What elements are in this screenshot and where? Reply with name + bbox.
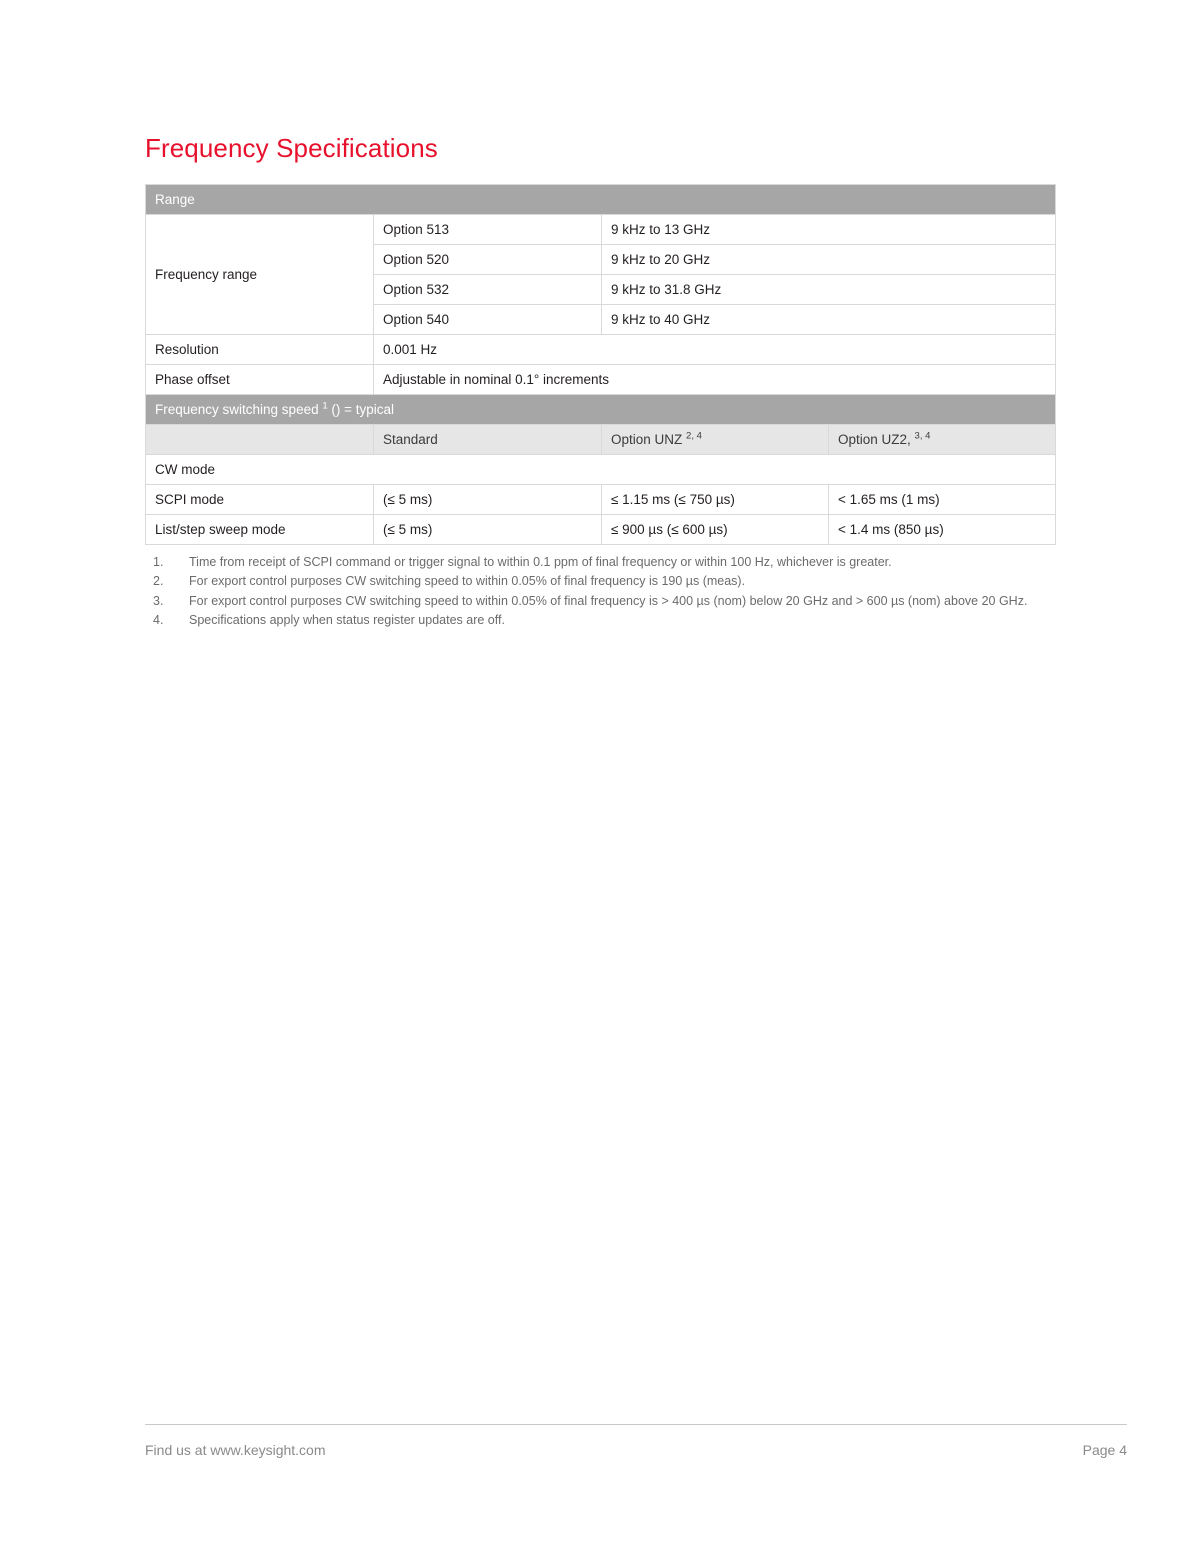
option-value: 9 kHz to 20 GHz: [602, 245, 1056, 275]
section-header-switching-speed-label: [146, 395, 1056, 425]
footnotes-list: [145, 553, 1055, 631]
column-header-option-uz2-footnote-ref: 3, 4: [914, 430, 931, 442]
footnote-text: Time from receipt of SCPI command or trigger signal to within 0.1 ppm of final frequency or within 100 Hz, whichever is greater.: [189, 555, 892, 569]
option-name: Option 520: [374, 245, 602, 275]
option-name: Option 513: [374, 215, 602, 245]
option-value: 9 kHz to 13 GHz: [602, 215, 1056, 245]
frequency-range-label: Frequency range: [146, 215, 374, 335]
row-label-list-step-sweep-mode: List/step sweep mode: [146, 515, 374, 545]
column-header-option-unz-text: Option UNZ: [611, 432, 687, 447]
table-row: [146, 515, 1056, 545]
footnote-text: For export control purposes CW switching speed to within 0.05% of final frequency is 190 µs (meas).: [189, 574, 746, 589]
phase-offset-label: Phase offset: [146, 365, 374, 395]
phase-offset-value: Adjustable in nominal 0.1° increments: [374, 365, 1056, 395]
table-row: [146, 215, 1056, 245]
footnote-number: 2.: [153, 574, 164, 589]
footnote-text: Specifications apply when status register updates are off.: [189, 613, 505, 628]
value-standard: (≤ 5 ms): [374, 515, 602, 545]
switching-header-footnote-ref: 1: [322, 400, 328, 412]
value-standard: (≤ 5 ms): [374, 485, 602, 515]
value-option-uz2: < 1.4 ms (850 µs): [829, 515, 1056, 545]
list-item: [145, 592, 1055, 611]
footnote-number: 4.: [153, 613, 164, 628]
option-value: 9 kHz to 40 GHz: [602, 305, 1056, 335]
option-name: Option 532: [374, 275, 602, 305]
page-title: Frequency Specifications: [145, 133, 438, 163]
footnote-number: 3.: [153, 593, 164, 608]
column-header-standard: Standard: [374, 425, 602, 455]
frequency-specifications-table: [145, 184, 1056, 545]
value-option-uz2: < 1.65 ms (1 ms): [829, 485, 1056, 515]
switching-header-tail: () = typical: [327, 402, 395, 417]
list-item: [145, 572, 1055, 591]
table-column-headers: [146, 425, 1056, 455]
column-header-option-unz-footnote-ref: 2, 4: [686, 430, 702, 442]
resolution-label: Resolution: [146, 335, 374, 365]
column-header-option-uz2-text: Option UZ2,: [838, 432, 915, 447]
column-header-blank: [146, 425, 374, 455]
page-content: [145, 133, 1055, 631]
table-row: [146, 485, 1056, 515]
column-header-option-uz2: [829, 425, 1056, 455]
footer-page-number: Page 4: [1082, 1442, 1127, 1458]
resolution-value: 0.001 Hz: [374, 335, 1056, 365]
option-name: Option 540: [374, 305, 602, 335]
section-header-range: [146, 185, 1056, 215]
row-label-scpi-mode: SCPI mode: [146, 485, 374, 515]
list-item: [145, 553, 1055, 572]
footer-divider: [145, 1424, 1127, 1425]
footnote-number: 1.: [153, 555, 164, 569]
section-header-switching-speed: [146, 395, 1056, 425]
column-header-option-unz: [602, 425, 829, 455]
footer-website-link[interactable]: Find us at www.keysight.com: [145, 1442, 326, 1458]
value-option-unz: ≤ 900 µs (≤ 600 µs): [602, 515, 829, 545]
switching-header-text: Frequency switching speed: [155, 402, 323, 417]
value-option-unz: ≤ 1.15 ms (≤ 750 µs): [602, 485, 829, 515]
table-row: [146, 335, 1056, 365]
subsection-cw-mode-label: CW mode: [146, 455, 1056, 485]
footnote-text: For export control purposes CW switching speed to within 0.05% of final frequency is > 400 µs (nom) below 20 GHz and > 600 µs (nom) above 20 GHz.: [189, 593, 1028, 608]
table-row: [146, 365, 1056, 395]
list-item: [145, 611, 1055, 630]
subsection-cw-mode: [146, 455, 1056, 485]
section-header-range-label: Range: [146, 185, 1056, 215]
option-value: 9 kHz to 31.8 GHz: [602, 275, 1056, 305]
